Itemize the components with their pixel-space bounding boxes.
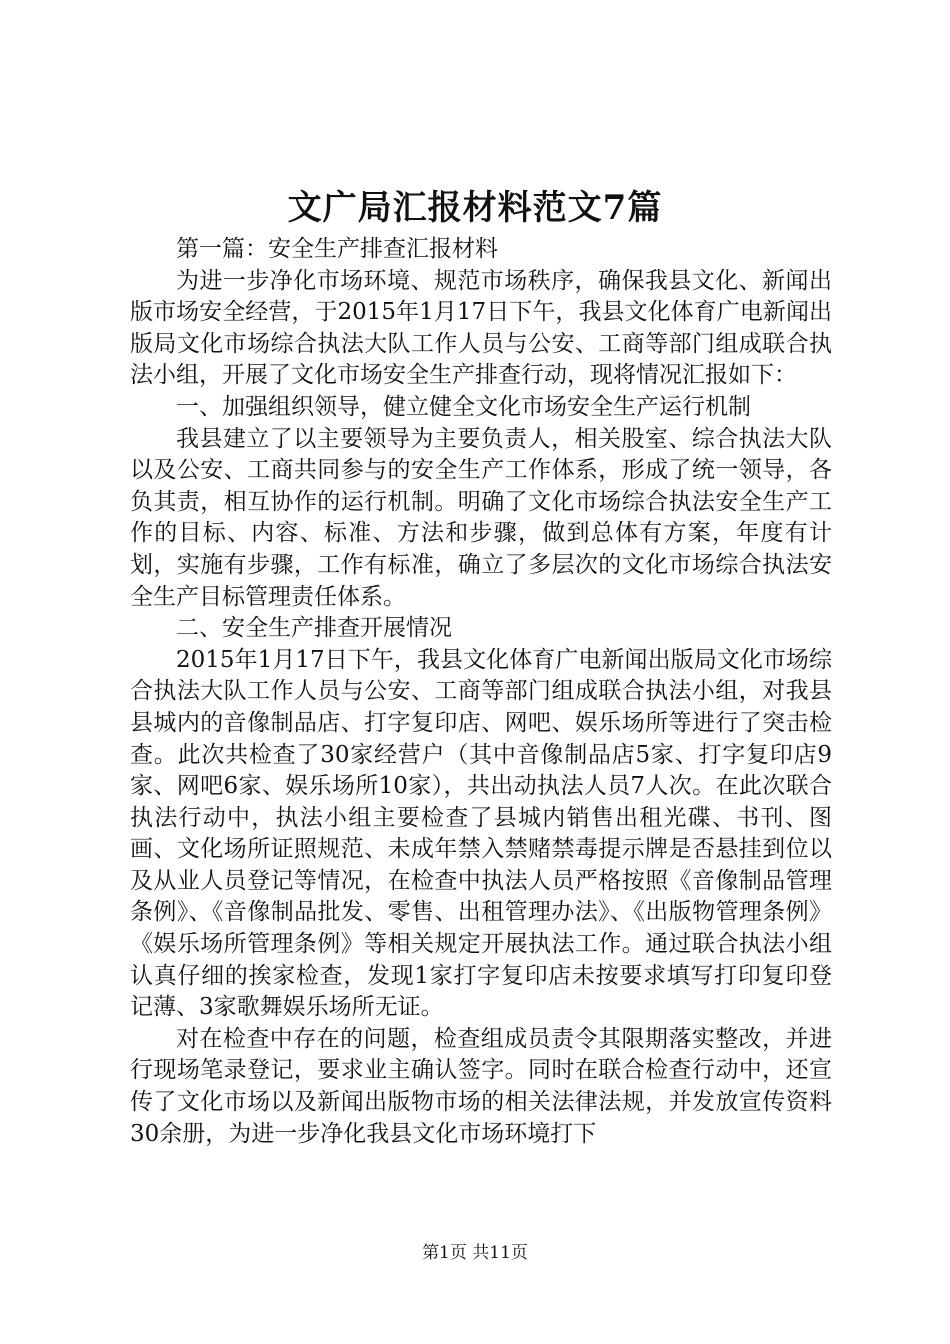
page-number-footer: 第1页 共11页 bbox=[422, 1243, 528, 1263]
section-heading-two: 二、安全生产排查开展情况 bbox=[176, 615, 452, 642]
body-paragraph-intro: 为进一步净化市场环境、规范市场秩序，确保我县文化、新闻出版市场安全经营，于2015年1月17日下午，我县文化体育广电新闻出版局文化市场综合执法大队工作人员与公安、工商等部门组成联合执法小组，开展了文化市场安全生产排查行动，现将情况汇报如下： bbox=[130, 267, 832, 389]
section-heading-one: 一、加强组织领导，健立健全文化市场安全生产运行机制 bbox=[176, 393, 751, 420]
section-heading-part-one: 第一篇：安全生产排查汇报材料 bbox=[176, 236, 498, 262]
body-paragraph-inspection: 2015年1月17日下午，我县文化体育广电新闻出版局文化市场综合执法大队工作人员与公安、工商等部门组成联合执法小组，对我县县城内的音像制品店、打字复印店、网吧、娱乐场所等进行了突击检查。此次共检查了30家经营户（其中音像制品店5家、打字复印店9家、网吧6家、娱乐场所10家），共出动执法人员7人次。在此次联合执法行动中，执法小组主要检查了县城内销售出租光碟、书刊、图画、文化场所证照规范、未成年禁入禁赌禁毒提示牌是否悬挂到位以及从业人员登记等情况，在检查中执法人员严格按照《音像制品管理条例》、《音像制品批发、零售、出租管理办法》、《出版物管理条例》《娱乐场所管理条例》等相关规定开展执法工作。通过联合执法小组认真仔细的挨家检查，发现1家打字复印店未按要求填写打印复印登记薄、3家歌舞娱乐场所无证。 bbox=[130, 646, 832, 1021]
body-paragraph-rectification: 对在检查中存在的问题，检查组成员责令其限期落实整改，并进行现场笔录登记，要求业主确认签字。同时在联合检查行动中，还宣传了文化市场以及新闻出版物市场的相关法律法规，并发放宣传资料30余册，为进一步净化我县文化市场环境打下 bbox=[130, 1025, 832, 1147]
document-body bbox=[130, 234, 832, 1150]
document-title: 文广局汇报材料范文7篇 bbox=[287, 188, 663, 228]
body-paragraph-mechanism: 我县建立了以主要领导为主要负责人，相关股室、综合执法大队以及公安、工商共同参与的安全生产工作体系，形成了统一领导，各负其责，相互协作的运行机制。明确了文化市场综合执法安全生产工作的目标、内容、标准、方法和步骤，做到总体有方案，年度有计划，实施有步骤，工作有标准，确立了多层次的文化市场综合执法安全生产目标管理责任体系。 bbox=[130, 425, 832, 610]
